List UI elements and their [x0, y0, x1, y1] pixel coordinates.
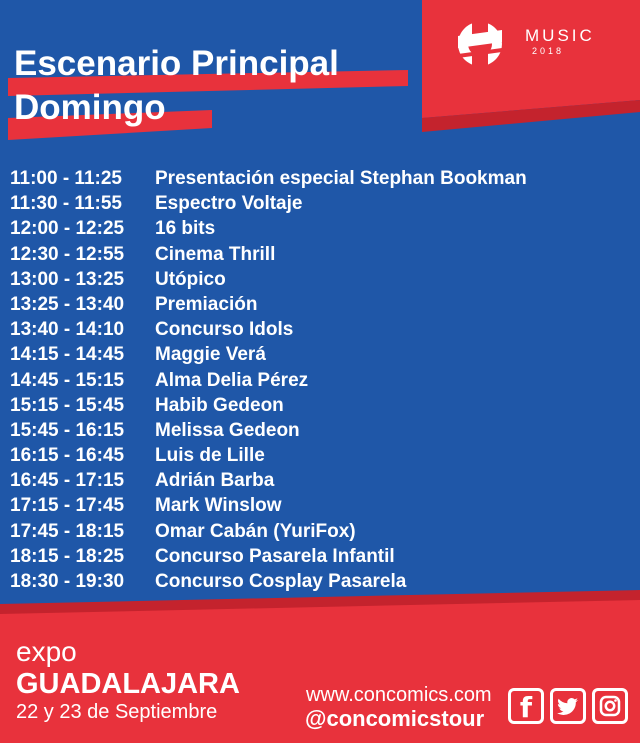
schedule-act: Espectro Voltaje	[155, 193, 303, 215]
schedule-row	[10, 267, 630, 292]
schedule-act: Concurso Idols	[155, 319, 294, 341]
schedule-time: 14:45 - 15:15	[10, 369, 125, 391]
schedule-time: 13:25 - 13:40	[10, 293, 125, 315]
schedule-act: Melissa Gedeon	[155, 419, 300, 441]
expo-city: GUADALAJARA	[16, 668, 240, 700]
schedule-row	[10, 493, 630, 518]
schedule-act: Luis de Lille	[155, 445, 265, 467]
twitter-icon[interactable]	[550, 688, 586, 724]
schedule-time: 16:15 - 16:45	[10, 445, 125, 467]
schedule-row	[10, 191, 630, 216]
schedule-list	[10, 166, 630, 594]
logo-music-label: MUSIC	[525, 26, 595, 45]
schedule-act: Concurso Pasarela Infantil	[155, 545, 395, 567]
schedule-row	[10, 544, 630, 569]
schedule-time: 12:00 - 12:25	[10, 218, 125, 240]
schedule-row	[10, 569, 630, 594]
schedule-time: 17:45 - 18:15	[10, 520, 125, 542]
event-dates: 22 y 23 de Septiembre	[16, 701, 218, 723]
schedule-time: 16:45 - 17:15	[10, 470, 125, 492]
schedule-row	[10, 317, 630, 342]
schedule-time: 15:45 - 16:15	[10, 419, 125, 441]
schedule-act: Utópico	[155, 268, 226, 290]
schedule-act: Omar Cabán (YuriFox)	[155, 520, 356, 542]
facebook-icon[interactable]: f	[508, 688, 544, 724]
schedule-row	[10, 418, 630, 443]
schedule-row	[10, 368, 630, 393]
schedule-row	[10, 166, 630, 191]
schedule-time: 11:00 - 11:25	[10, 168, 122, 189]
schedule-row	[10, 468, 630, 493]
schedule-row	[10, 216, 630, 241]
schedule-row	[10, 292, 630, 317]
schedule-row	[10, 443, 630, 468]
schedule-row	[10, 242, 630, 267]
schedule-row	[10, 393, 630, 418]
schedule-act: Alma Delia Pérez	[155, 369, 309, 391]
schedule-act: Premiación	[155, 293, 258, 315]
schedule-row	[10, 519, 630, 544]
schedule-time: 15:15 - 15:45	[10, 394, 125, 416]
schedule-act: Cinema Thrill	[155, 243, 276, 265]
schedule-time: 14:15 - 14:45	[10, 344, 125, 366]
schedule-time: 18:15 - 18:25	[10, 545, 125, 567]
schedule-time: 13:00 - 13:25	[10, 268, 125, 290]
schedule-act: Presentación especial Stephan Bookman	[155, 168, 527, 189]
schedule-act: Adrián Barba	[155, 470, 275, 492]
schedule-time: 12:30 - 12:55	[10, 243, 125, 265]
schedule-act: Maggie Verá	[155, 344, 266, 366]
schedule-act: 16 bits	[155, 218, 216, 240]
social-handle: @concomicstour	[305, 706, 485, 731]
schedule-time: 13:40 - 14:10	[10, 319, 125, 341]
schedule-time: 18:30 - 19:30	[10, 571, 125, 592]
schedule-row	[10, 342, 630, 367]
schedule-time: 17:15 - 17:45	[10, 495, 125, 517]
page-title-line1: Escenario Principal	[14, 44, 339, 83]
expo-word: expo	[16, 636, 77, 667]
logo-year-label: 2018	[532, 46, 565, 56]
instagram-icon[interactable]	[592, 688, 628, 724]
schedule-act: Habib Gedeon	[155, 394, 284, 416]
schedule-act: Concurso Cosplay Pasarela	[155, 571, 407, 592]
schedule-time: 11:30 - 11:55	[10, 193, 122, 215]
page-title-line2: Domingo	[14, 88, 166, 127]
schedule-act: Mark Winslow	[155, 495, 282, 517]
website-link[interactable]: www.concomics.com	[306, 684, 492, 706]
